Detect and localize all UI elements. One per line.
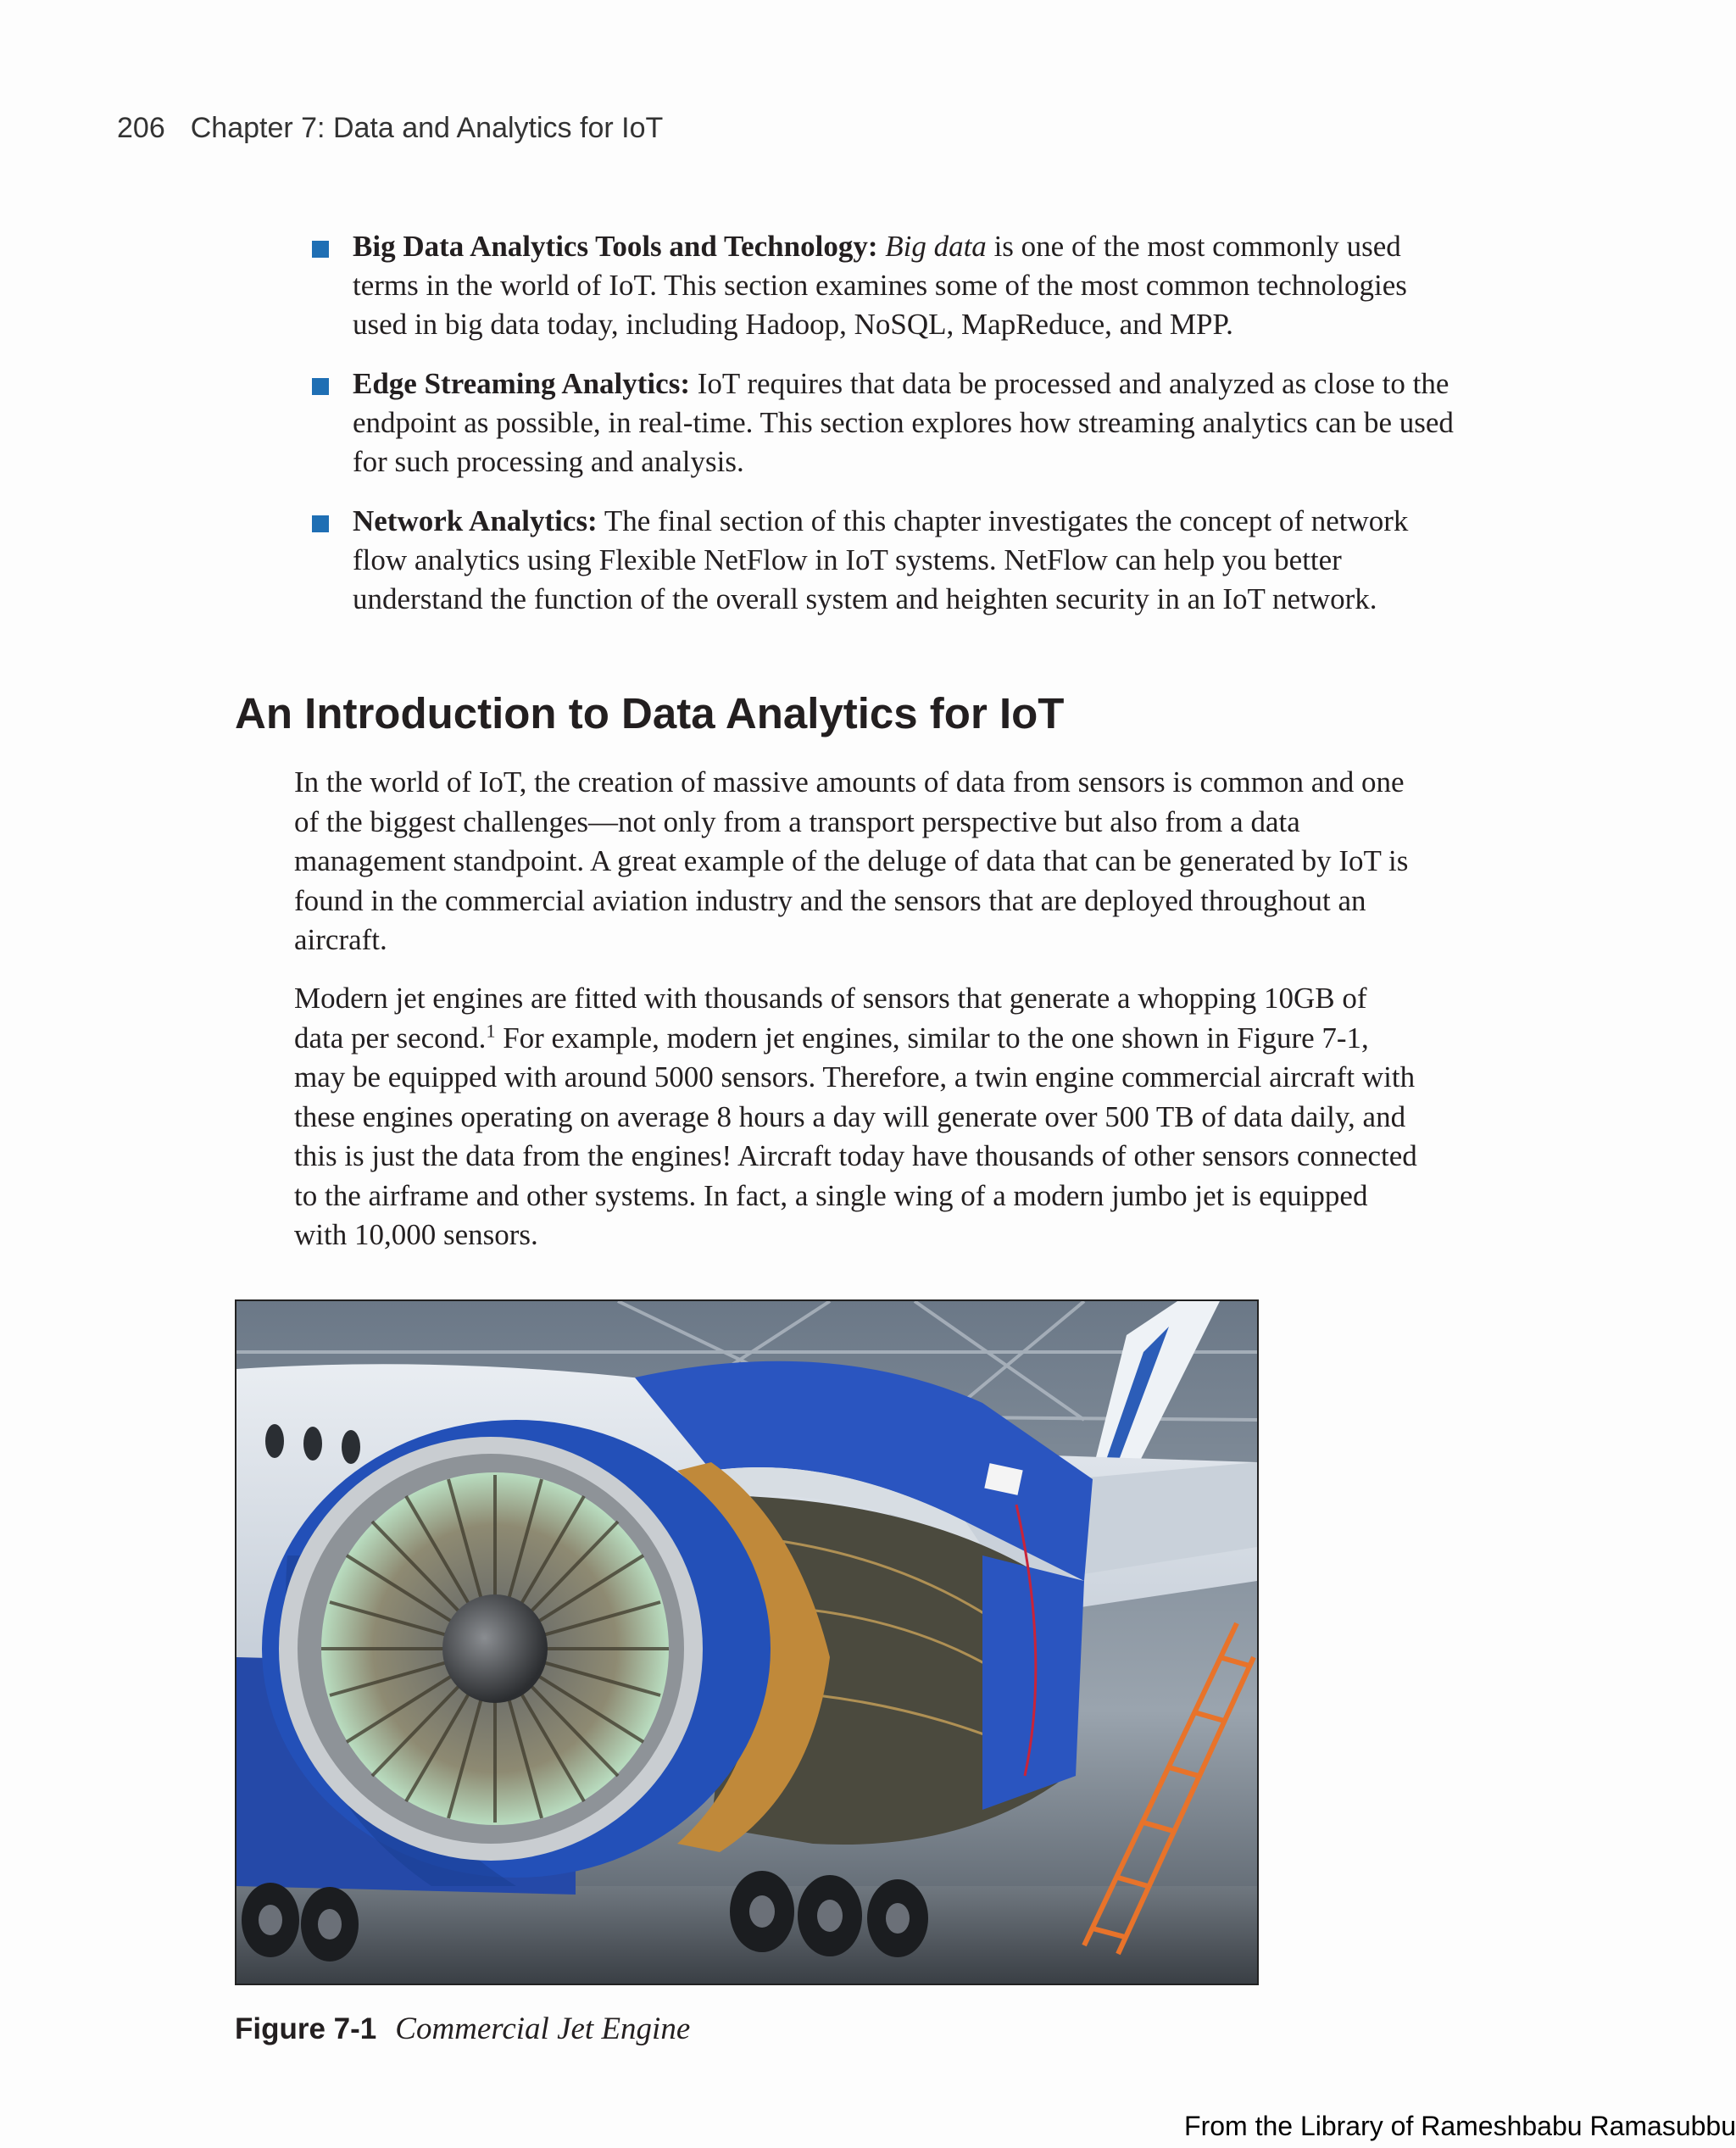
footnote-marker: 1 bbox=[486, 1019, 496, 1041]
paragraph bbox=[294, 763, 1422, 960]
paragraph-text: For example, modern jet engines, similar to the one shown in Figure 7-1, may be equipped with around 5000 sensors. Therefore, a twin engine commercial aircraft with these engines operating on average 8 hours a day will generate over 500 TB of data daily, and this is just the data from the engines! Aircraft today have thousands of other sensors connected to the airframe and other systems. In fact, a single wing of a modern jumbo jet is equipped with 10,000 sensors. bbox=[294, 1021, 1417, 1251]
bullet-square-icon bbox=[312, 378, 329, 395]
section-heading: An Introduction to Data Analytics for IoT bbox=[235, 689, 1065, 737]
figure-caption bbox=[235, 2011, 690, 2047]
bullet-item bbox=[312, 364, 1456, 481]
bullet-square-icon bbox=[312, 241, 329, 258]
bullet-text: IoT requires that data be processed and analyzed as close to the endpoint as possible, in real-time. This section explores how streaming analytics can be used for such processing and analysis. bbox=[353, 367, 1454, 478]
library-watermark: From the Library of Rameshbabu Ramasubbu bbox=[1184, 2111, 1736, 2141]
paragraph-text: In the world of IoT, the creation of massive amounts of data from sensors is common and one of the biggest challenges—not only from a transport perspective but also from a data management standpoint. A great example of the deluge of data that can be generated by IoT is found in the commercial aviation industry and the sensors that are deployed throughout an aircraft. bbox=[294, 765, 1409, 956]
paragraph-text: Modern jet engines are fitted with thousands of sensors that generate a whopping 10GB of data per second. bbox=[294, 982, 1367, 1055]
jet-engine-illustration bbox=[236, 1301, 1257, 1984]
running-head bbox=[117, 112, 663, 145]
figure-jet-engine-photo bbox=[235, 1299, 1259, 1985]
paragraph bbox=[294, 979, 1422, 1255]
chapter-title: Chapter 7: Data and Analytics for IoT bbox=[190, 112, 664, 144]
bullet-list bbox=[312, 227, 1456, 639]
figure-number: Figure 7-1 bbox=[235, 2012, 377, 2045]
figure-title: Commercial Jet Engine bbox=[395, 2012, 691, 2046]
bullet-item bbox=[312, 502, 1456, 619]
bullet-text: is one of the most commonly used terms in the world of IoT. This section examines some of the most common technologies used in big data today, including Hadoop, NoSQL, MapReduce, and MPP. bbox=[353, 230, 1407, 341]
bullet-term: Network Analytics: bbox=[353, 504, 598, 537]
bullet-square-icon bbox=[312, 515, 329, 532]
bullet-term: Big Data Analytics Tools and Technology: bbox=[353, 230, 878, 263]
page-number: 206 bbox=[117, 112, 165, 144]
bullet-text: The final section of this chapter investigates the concept of network flow analytics using Flexible NetFlow in IoT systems. NetFlow can help you better understand the function of the overall system and heighten security in an IoT network. bbox=[353, 504, 1409, 615]
bullet-emphasis: Big data bbox=[885, 230, 987, 263]
bullet-term: Edge Streaming Analytics: bbox=[353, 367, 690, 400]
bullet-item bbox=[312, 227, 1456, 344]
